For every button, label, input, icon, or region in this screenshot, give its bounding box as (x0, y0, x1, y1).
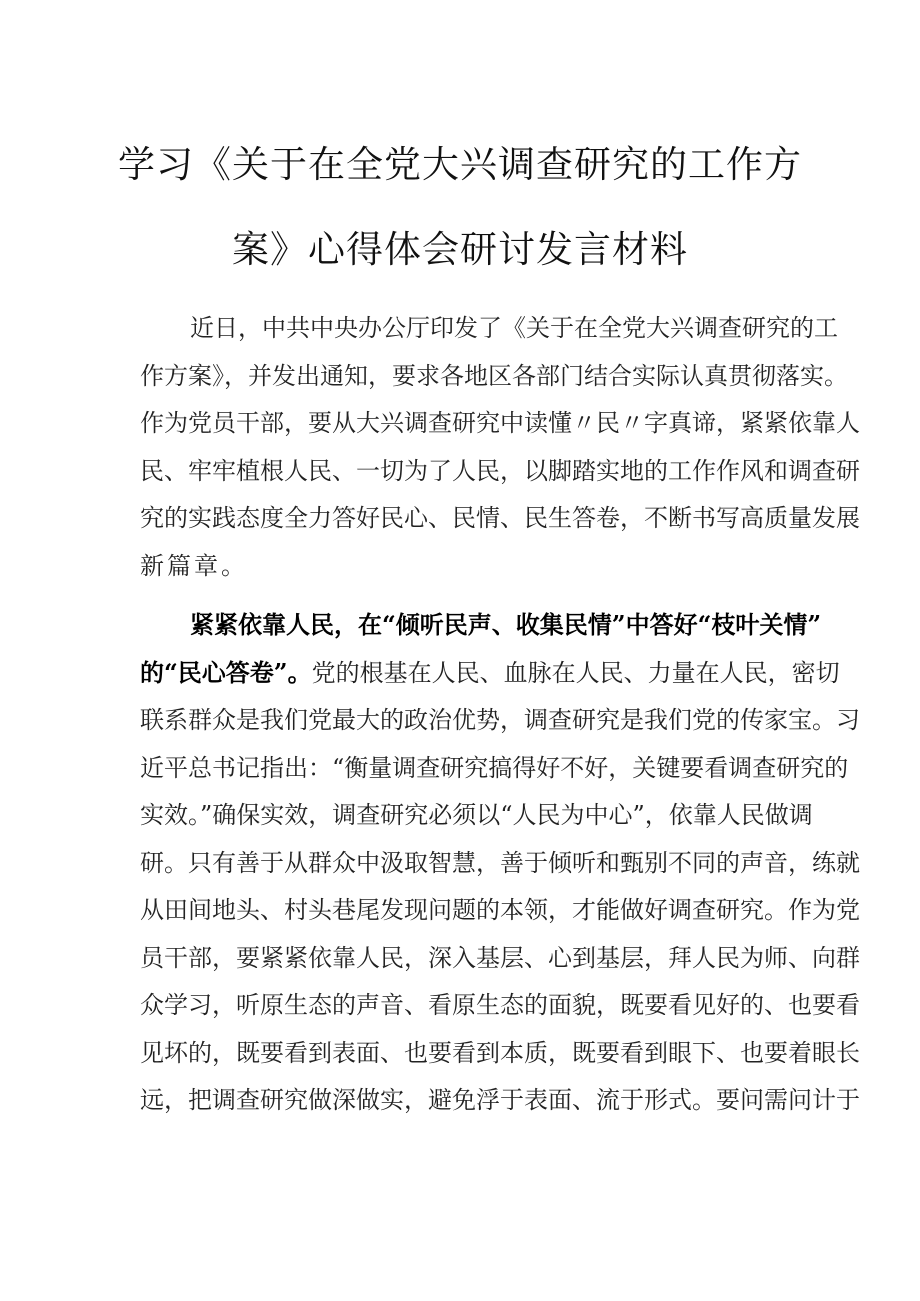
body-text: 远，把调查研究做深做实，避免浮于表面、流于形式。要问需问计于 (140, 1086, 860, 1114)
paragraph-2-line (140, 705, 860, 735)
paragraph-2-line (140, 1038, 860, 1068)
body-text: 究的实践态度全力答好民心、民情、民生答卷，不断书写高质量发展 (140, 504, 860, 532)
paragraph-2-line (140, 943, 860, 973)
paragraph-1-line (140, 361, 848, 391)
document-title-line-1: 学习《关于在全党大兴调查研究的工作方 (118, 143, 802, 186)
paragraph-1-line (140, 503, 860, 533)
body-text: 员干部，要紧紧依靠人民，深入基层、心到基层，拜人民为师、向群 (140, 943, 860, 972)
body-text: 实效。”确保实效，调查研究必须以“人民为中心”，依靠人民做调 (140, 801, 813, 829)
paragraph-1-line (190, 313, 838, 343)
body-text: 众学习，听原生态的声音、看原生态的面貌，既要看见好的、也要看 (140, 991, 860, 1019)
body-text: 近日，中共中央办公厅印发了《关于在全党大兴调查研究的工 (190, 314, 838, 342)
paragraph-2-line (190, 610, 822, 640)
body-text: 作方案》，并发出通知，要求各地区各部门结合实际认真贯彻落实。 (140, 361, 848, 390)
body-text: 新篇章。 (140, 551, 248, 580)
paragraph-2-line (140, 800, 813, 830)
paragraph-2-line (140, 895, 860, 925)
paragraph-2-line (140, 990, 860, 1020)
paragraph-1-line (140, 456, 860, 486)
body-text: 民、牢牢植根人民、一切为了人民，以脚踏实地的工作作风和调查研 (140, 456, 860, 485)
body-text: 作为党员干部，要从大兴调查研究中读懂〃民〃字真谛，紧紧依靠人 (140, 409, 860, 437)
body-text: 近平总书记指出：“衡量调查研究搞得好不好，关键要看调查研究的 (140, 753, 849, 782)
bold-heading-text: 紧紧依靠人民，在“倾听民声、收集民情”中答好“枝叶关情” (190, 610, 822, 639)
document-title-line-2: 案》心得体会研讨发言材料 (232, 228, 688, 271)
paragraph-1-line (140, 408, 860, 438)
body-text: 从田间地头、村头巷尾发现问题的本领，才能做好调查研究。作为党 (140, 896, 860, 924)
body-text: 党的根基在人民、血脉在人民、力量在人民，密切 (311, 658, 840, 687)
paragraph-2-line (140, 753, 849, 783)
body-text: 见坏的，既要看到表面、也要看到本质，既要看到眼下、也要着眼长 (140, 1038, 860, 1067)
bold-heading-text: 的“民心答卷”。 (140, 657, 312, 687)
paragraph-2-line (140, 848, 860, 878)
body-text: 研。只有善于从群众中汲取智慧，善于倾听和甄别不同的声音，练就 (140, 848, 860, 877)
paragraph-2-line (140, 657, 840, 688)
paragraph-2-line (140, 1085, 860, 1115)
body-text: 联系群众是我们党最大的政治优势，调查研究是我们党的传家宝。习 (140, 706, 860, 734)
paragraph-1-line (140, 551, 802, 581)
